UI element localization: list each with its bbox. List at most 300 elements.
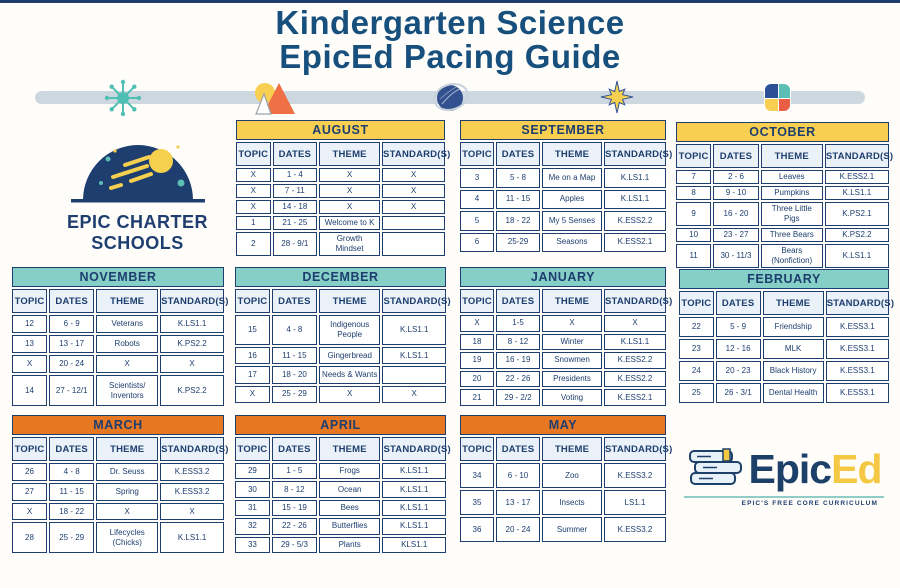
table-row bbox=[235, 481, 446, 497]
data-cell: Leaves bbox=[761, 170, 823, 184]
column-header: TOPIC bbox=[12, 289, 47, 313]
column-header-row bbox=[460, 289, 666, 313]
data-cell: Lifecycles (Chicks) bbox=[96, 522, 158, 553]
data-cell: 1 - 4 bbox=[273, 168, 318, 182]
data-cell: Presidents bbox=[542, 371, 602, 388]
column-header: TOPIC bbox=[235, 437, 270, 461]
data-cell: 32 bbox=[235, 518, 270, 534]
table-row bbox=[460, 315, 666, 332]
data-cell: Frogs bbox=[319, 463, 381, 479]
column-header: DATES bbox=[713, 144, 759, 168]
data-cell: 16 bbox=[235, 347, 270, 364]
table-row bbox=[236, 232, 445, 256]
column-header-row bbox=[676, 144, 889, 168]
column-header: STANDARD(S) bbox=[604, 142, 666, 166]
table-row bbox=[236, 168, 445, 182]
data-cell: 2 bbox=[236, 232, 271, 256]
data-cell: 34 bbox=[460, 463, 494, 488]
column-header-row bbox=[460, 142, 666, 166]
data-cell: X bbox=[236, 200, 271, 214]
data-cell: K.LS1.1 bbox=[604, 334, 666, 351]
data-cell: K.PS2.2 bbox=[160, 375, 224, 406]
data-cell: K.PS2.2 bbox=[825, 228, 889, 242]
table-row bbox=[460, 168, 666, 188]
data-cell: K.ESS3.1 bbox=[826, 383, 889, 403]
data-cell: Bears (Nonfiction) bbox=[761, 244, 823, 268]
data-cell: Winter bbox=[542, 334, 602, 351]
data-cell: My 5 Senses bbox=[542, 211, 602, 231]
data-cell: 22 - 26 bbox=[496, 371, 540, 388]
epiced-word-epic: Epic bbox=[748, 445, 832, 492]
data-cell: Welcome to K bbox=[319, 216, 380, 230]
column-header: DATES bbox=[273, 142, 318, 166]
data-cell: 28 bbox=[12, 522, 47, 553]
data-cell: Needs & Wants bbox=[319, 366, 381, 383]
data-cell: Indigenous People bbox=[319, 315, 381, 345]
table-row bbox=[235, 518, 446, 534]
data-cell: X bbox=[460, 315, 494, 332]
title-line-2: EpicEd Pacing Guide bbox=[279, 38, 621, 76]
data-cell: 20 - 24 bbox=[49, 355, 94, 373]
cube-icon bbox=[764, 83, 791, 112]
table-row bbox=[12, 375, 224, 406]
data-cell: K.ESS3.2 bbox=[160, 463, 224, 481]
data-cell: X bbox=[96, 355, 158, 373]
month-header: MAY bbox=[460, 415, 666, 435]
data-cell: K.ESS3.1 bbox=[826, 361, 889, 381]
table-row bbox=[235, 386, 446, 403]
data-cell: K.LS1.1 bbox=[604, 168, 666, 188]
epiced-wordmark bbox=[748, 445, 882, 492]
month-header: AUGUST bbox=[236, 120, 445, 140]
top-divider bbox=[0, 0, 900, 3]
column-header: THEME bbox=[319, 142, 380, 166]
data-cell: 20 - 24 bbox=[496, 517, 540, 542]
data-cell: 8 - 12 bbox=[272, 481, 317, 497]
epiced-word-ed: Ed bbox=[831, 445, 882, 492]
data-cell: X bbox=[235, 386, 270, 403]
data-cell: 15 bbox=[235, 315, 270, 345]
comet-dome-icon bbox=[63, 133, 213, 205]
column-header: STANDARD(S) bbox=[160, 437, 224, 461]
data-cell: 20 bbox=[460, 371, 494, 388]
table-row bbox=[676, 244, 889, 268]
data-cell: K.ESS3.2 bbox=[160, 483, 224, 501]
data-cell: Seasons bbox=[542, 233, 602, 253]
data-cell: K.LS1.1 bbox=[604, 190, 666, 210]
data-cell: 35 bbox=[460, 490, 494, 515]
data-cell: 29 bbox=[235, 463, 270, 479]
data-cell: K.ESS3.2 bbox=[604, 517, 666, 542]
data-cell: K.ESS3.2 bbox=[604, 463, 666, 488]
table-row bbox=[679, 317, 889, 337]
data-cell: 11 bbox=[676, 244, 711, 268]
month-table bbox=[458, 118, 673, 254]
data-cell: K.ESS3.1 bbox=[826, 317, 889, 337]
data-cell: 33 bbox=[235, 537, 270, 553]
month-table bbox=[233, 413, 451, 555]
month-header: NOVEMBER bbox=[12, 267, 224, 287]
data-cell: Bees bbox=[319, 500, 381, 516]
column-header: THEME bbox=[319, 289, 381, 313]
data-cell: 29 - 5/3 bbox=[272, 537, 317, 553]
data-cell: 13 bbox=[12, 335, 47, 353]
data-cell: K.LS1.1 bbox=[382, 481, 446, 497]
data-cell: K.ESS3.1 bbox=[826, 339, 889, 359]
month-table bbox=[674, 120, 894, 270]
data-cell: X bbox=[382, 168, 445, 182]
table-row bbox=[235, 537, 446, 553]
data-cell: 18 bbox=[460, 334, 494, 351]
column-header: DATES bbox=[272, 437, 317, 461]
data-cell: Apples bbox=[542, 190, 602, 210]
data-cell: K.PS2.1 bbox=[825, 202, 889, 226]
data-cell: 9 bbox=[676, 202, 711, 226]
data-cell: 20 - 23 bbox=[716, 361, 761, 381]
table-row bbox=[460, 490, 666, 515]
column-header-row bbox=[235, 437, 446, 461]
data-cell: 12 - 16 bbox=[716, 339, 761, 359]
month-table bbox=[458, 265, 673, 408]
data-cell: X bbox=[160, 503, 224, 521]
month-table bbox=[458, 413, 673, 544]
data-cell: X bbox=[160, 355, 224, 373]
data-cell: 5 - 9 bbox=[716, 317, 761, 337]
table-row bbox=[676, 186, 889, 200]
star-icon bbox=[597, 77, 637, 117]
month-header: SEPTEMBER bbox=[460, 120, 666, 140]
data-cell: 14 - 18 bbox=[273, 200, 318, 214]
data-cell: K.LS1.1 bbox=[382, 347, 446, 364]
column-header-row bbox=[12, 289, 224, 313]
data-cell: Voting bbox=[542, 389, 602, 406]
page-title bbox=[0, 6, 900, 75]
month-header: MARCH bbox=[12, 415, 224, 435]
data-cell: 27 bbox=[12, 483, 47, 501]
table-row bbox=[460, 389, 666, 406]
data-cell: K.LS1.1 bbox=[382, 518, 446, 534]
data-cell: 18 - 22 bbox=[496, 211, 540, 231]
table-row bbox=[12, 315, 224, 333]
table-row bbox=[12, 483, 224, 501]
data-cell: Plants bbox=[319, 537, 381, 553]
data-cell: X bbox=[319, 184, 380, 198]
column-header-row bbox=[235, 289, 446, 313]
data-cell: X bbox=[319, 386, 381, 403]
data-cell: 2 - 6 bbox=[713, 170, 759, 184]
table-row bbox=[235, 366, 446, 383]
column-header: THEME bbox=[96, 437, 158, 461]
data-cell: 18 - 20 bbox=[272, 366, 317, 383]
month-table bbox=[234, 118, 451, 258]
month-table bbox=[10, 265, 229, 408]
column-header: TOPIC bbox=[460, 437, 494, 461]
data-cell: K.ESS2.1 bbox=[825, 170, 889, 184]
data-cell: 13 - 17 bbox=[496, 490, 540, 515]
data-cell: Pumpkins bbox=[761, 186, 823, 200]
data-cell: 4 - 8 bbox=[49, 463, 94, 481]
data-cell: X bbox=[96, 503, 158, 521]
table-row bbox=[460, 371, 666, 388]
table-row bbox=[460, 463, 666, 488]
table-row bbox=[460, 190, 666, 210]
data-cell: 11 - 15 bbox=[272, 347, 317, 364]
data-cell: 16 - 20 bbox=[713, 202, 759, 226]
data-cell: K.LS1.1 bbox=[382, 500, 446, 516]
month-header: FEBRUARY bbox=[679, 269, 889, 289]
column-header: THEME bbox=[96, 289, 158, 313]
data-cell: 28 - 9/1 bbox=[273, 232, 318, 256]
data-cell: Spring bbox=[96, 483, 158, 501]
data-cell: 25 bbox=[679, 383, 714, 403]
data-cell: Scientists/ Inventors bbox=[96, 375, 158, 406]
data-cell: 25 - 29 bbox=[272, 386, 317, 403]
mountain-sun-icon bbox=[252, 80, 298, 116]
column-header: STANDARD(S) bbox=[382, 437, 446, 461]
column-header: THEME bbox=[763, 291, 824, 315]
data-cell: X bbox=[319, 168, 380, 182]
table-row bbox=[676, 170, 889, 184]
table-row bbox=[12, 503, 224, 521]
column-header: TOPIC bbox=[676, 144, 711, 168]
data-cell: 25-29 bbox=[496, 233, 540, 253]
data-cell: K.LS1.1 bbox=[160, 315, 224, 333]
month-header: OCTOBER bbox=[676, 122, 889, 142]
data-cell: 1 - 5 bbox=[272, 463, 317, 479]
data-cell: LS1.1 bbox=[604, 490, 666, 515]
data-cell: 1 bbox=[236, 216, 271, 230]
data-cell: 4 bbox=[460, 190, 494, 210]
column-header: STANDARD(S) bbox=[382, 289, 446, 313]
month-table bbox=[677, 267, 895, 405]
table-row bbox=[679, 339, 889, 359]
data-cell: Black History bbox=[763, 361, 824, 381]
data-cell: 22 - 26 bbox=[272, 518, 317, 534]
month-table bbox=[10, 413, 229, 555]
data-cell: Friendship bbox=[763, 317, 824, 337]
table-row bbox=[679, 383, 889, 403]
epiced-logo bbox=[676, 443, 892, 507]
data-cell: 7 - 11 bbox=[273, 184, 318, 198]
data-cell: 10 bbox=[676, 228, 711, 242]
month-header: JANUARY bbox=[460, 267, 666, 287]
books-icon bbox=[687, 443, 749, 495]
data-cell: 6 bbox=[460, 233, 494, 253]
data-cell: 4 - 8 bbox=[272, 315, 317, 345]
data-cell: Snowmen bbox=[542, 352, 602, 369]
data-cell: K.ESS2.2 bbox=[604, 371, 666, 388]
data-cell: X bbox=[542, 315, 602, 332]
data-cell: X bbox=[236, 168, 271, 182]
data-cell: K.LS1.1 bbox=[382, 315, 446, 345]
ecs-logo-line-2: SCHOOLS bbox=[91, 232, 184, 253]
table-row bbox=[236, 184, 445, 198]
data-cell: Three Little Pigs bbox=[761, 202, 823, 226]
data-cell: 15 - 19 bbox=[272, 500, 317, 516]
column-header: STANDARD(S) bbox=[826, 291, 889, 315]
month-header: APRIL bbox=[235, 415, 446, 435]
title-line-1: Kindergarten Science bbox=[275, 4, 625, 41]
data-cell: X bbox=[604, 315, 666, 332]
data-cell: Insects bbox=[542, 490, 602, 515]
column-header-row bbox=[460, 437, 666, 461]
epiced-underline bbox=[684, 496, 884, 498]
data-cell: 8 bbox=[676, 186, 711, 200]
data-cell: Zoo bbox=[542, 463, 602, 488]
column-header: STANDARD(S) bbox=[604, 289, 666, 313]
data-cell: K.PS2.2 bbox=[160, 335, 224, 353]
table-row bbox=[460, 233, 666, 253]
table-row bbox=[12, 463, 224, 481]
data-cell: 26 - 3/1 bbox=[716, 383, 761, 403]
data-cell: K.ESS2.1 bbox=[604, 233, 666, 253]
data-cell: 21 - 25 bbox=[273, 216, 318, 230]
data-cell: 23 - 27 bbox=[713, 228, 759, 242]
column-header: THEME bbox=[319, 437, 381, 461]
data-cell bbox=[382, 216, 445, 230]
column-header: STANDARD(S) bbox=[604, 437, 666, 461]
data-cell bbox=[382, 366, 446, 383]
data-cell: MLK bbox=[763, 339, 824, 359]
table-row bbox=[12, 355, 224, 373]
column-header: TOPIC bbox=[460, 289, 494, 313]
data-cell: K.LS1.1 bbox=[160, 522, 224, 553]
data-cell: 19 bbox=[460, 352, 494, 369]
epiced-tagline: EPIC'S FREE CORE CURRICULUM bbox=[741, 500, 878, 507]
table-row bbox=[676, 228, 889, 242]
data-cell: 11 - 15 bbox=[496, 190, 540, 210]
column-header: THEME bbox=[761, 144, 823, 168]
column-header: TOPIC bbox=[235, 289, 270, 313]
data-cell: 30 - 11/3 bbox=[713, 244, 759, 268]
data-cell: K.LS1.1 bbox=[825, 186, 889, 200]
table-row bbox=[235, 315, 446, 345]
data-cell: 29 - 2/2 bbox=[496, 389, 540, 406]
data-cell: X bbox=[12, 503, 47, 521]
data-cell: 22 bbox=[679, 317, 714, 337]
table-row bbox=[12, 522, 224, 553]
data-cell: Butterflies bbox=[319, 518, 381, 534]
data-cell: 24 bbox=[679, 361, 714, 381]
burst-icon bbox=[103, 78, 143, 118]
column-header: STANDARD(S) bbox=[382, 142, 445, 166]
data-cell: Growth Mindset bbox=[319, 232, 380, 256]
column-header-row bbox=[12, 437, 224, 461]
globe-icon bbox=[430, 78, 472, 118]
data-cell: X bbox=[12, 355, 47, 373]
data-cell: K.ESS2.2 bbox=[604, 211, 666, 231]
table-row bbox=[235, 347, 446, 364]
table-row bbox=[460, 352, 666, 369]
data-cell: 8 - 12 bbox=[496, 334, 540, 351]
data-cell: 11 - 15 bbox=[49, 483, 94, 501]
data-cell: K.LS1.1 bbox=[825, 244, 889, 268]
table-row bbox=[235, 500, 446, 516]
column-header: TOPIC bbox=[679, 291, 714, 315]
column-header: DATES bbox=[272, 289, 317, 313]
data-cell: 5 bbox=[460, 211, 494, 231]
data-cell: 14 bbox=[12, 375, 47, 406]
data-cell: 25 - 29 bbox=[49, 522, 94, 553]
table-row bbox=[460, 517, 666, 542]
column-header: DATES bbox=[49, 437, 94, 461]
data-cell: 18 - 22 bbox=[49, 503, 94, 521]
column-header-row bbox=[679, 291, 889, 315]
data-cell bbox=[382, 232, 445, 256]
table-row bbox=[236, 216, 445, 230]
data-cell: X bbox=[319, 200, 380, 214]
table-row bbox=[460, 334, 666, 351]
ecs-logo-line-1: EPIC CHARTER bbox=[66, 212, 208, 232]
column-header: THEME bbox=[542, 142, 602, 166]
data-cell: Dr. Seuss bbox=[96, 463, 158, 481]
column-header: DATES bbox=[496, 142, 540, 166]
epic-charter-schools-logo bbox=[45, 133, 230, 253]
table-row bbox=[236, 200, 445, 214]
data-cell: X bbox=[382, 184, 445, 198]
column-header-row bbox=[236, 142, 445, 166]
data-cell: Veterans bbox=[96, 315, 158, 333]
data-cell: Dental Health bbox=[763, 383, 824, 403]
table-row bbox=[676, 202, 889, 226]
data-cell: Summer bbox=[542, 517, 602, 542]
month-table bbox=[233, 265, 451, 405]
data-cell: 17 bbox=[235, 366, 270, 383]
column-header: TOPIC bbox=[460, 142, 494, 166]
data-cell: 13 - 17 bbox=[49, 335, 94, 353]
data-cell: 7 bbox=[676, 170, 711, 184]
data-cell: Robots bbox=[96, 335, 158, 353]
data-cell: 16 - 19 bbox=[496, 352, 540, 369]
data-cell: 23 bbox=[679, 339, 714, 359]
data-cell: 21 bbox=[460, 389, 494, 406]
data-cell: X bbox=[236, 184, 271, 198]
data-cell: Ocean bbox=[319, 481, 381, 497]
data-cell: Three Bears bbox=[761, 228, 823, 242]
data-cell: K.LS1.1 bbox=[382, 463, 446, 479]
data-cell: 12 bbox=[12, 315, 47, 333]
column-header: STANDARD(S) bbox=[825, 144, 889, 168]
data-cell: 5 - 8 bbox=[496, 168, 540, 188]
table-row bbox=[12, 335, 224, 353]
data-cell: 9 - 10 bbox=[713, 186, 759, 200]
data-cell: 26 bbox=[12, 463, 47, 481]
data-cell: 1-5 bbox=[496, 315, 540, 332]
data-cell: 36 bbox=[460, 517, 494, 542]
data-cell: Gingerbread bbox=[319, 347, 381, 364]
column-header: TOPIC bbox=[12, 437, 47, 461]
column-header: DATES bbox=[49, 289, 94, 313]
table-row bbox=[235, 463, 446, 479]
table-row bbox=[679, 361, 889, 381]
column-header: DATES bbox=[496, 289, 540, 313]
data-cell: 27 - 12/1 bbox=[49, 375, 94, 406]
table-row bbox=[460, 211, 666, 231]
data-cell: K.ESS2.1 bbox=[604, 389, 666, 406]
month-header: DECEMBER bbox=[235, 267, 446, 287]
column-header: DATES bbox=[496, 437, 540, 461]
data-cell: K.ESS2.2 bbox=[604, 352, 666, 369]
column-header: THEME bbox=[542, 437, 602, 461]
data-cell: Me on a Map bbox=[542, 168, 602, 188]
data-cell: KLS1.1 bbox=[382, 537, 446, 553]
data-cell: 31 bbox=[235, 500, 270, 516]
data-cell: 30 bbox=[235, 481, 270, 497]
data-cell: X bbox=[382, 200, 445, 214]
data-cell: 3 bbox=[460, 168, 494, 188]
data-cell: 6 - 9 bbox=[49, 315, 94, 333]
data-cell: X bbox=[382, 386, 446, 403]
